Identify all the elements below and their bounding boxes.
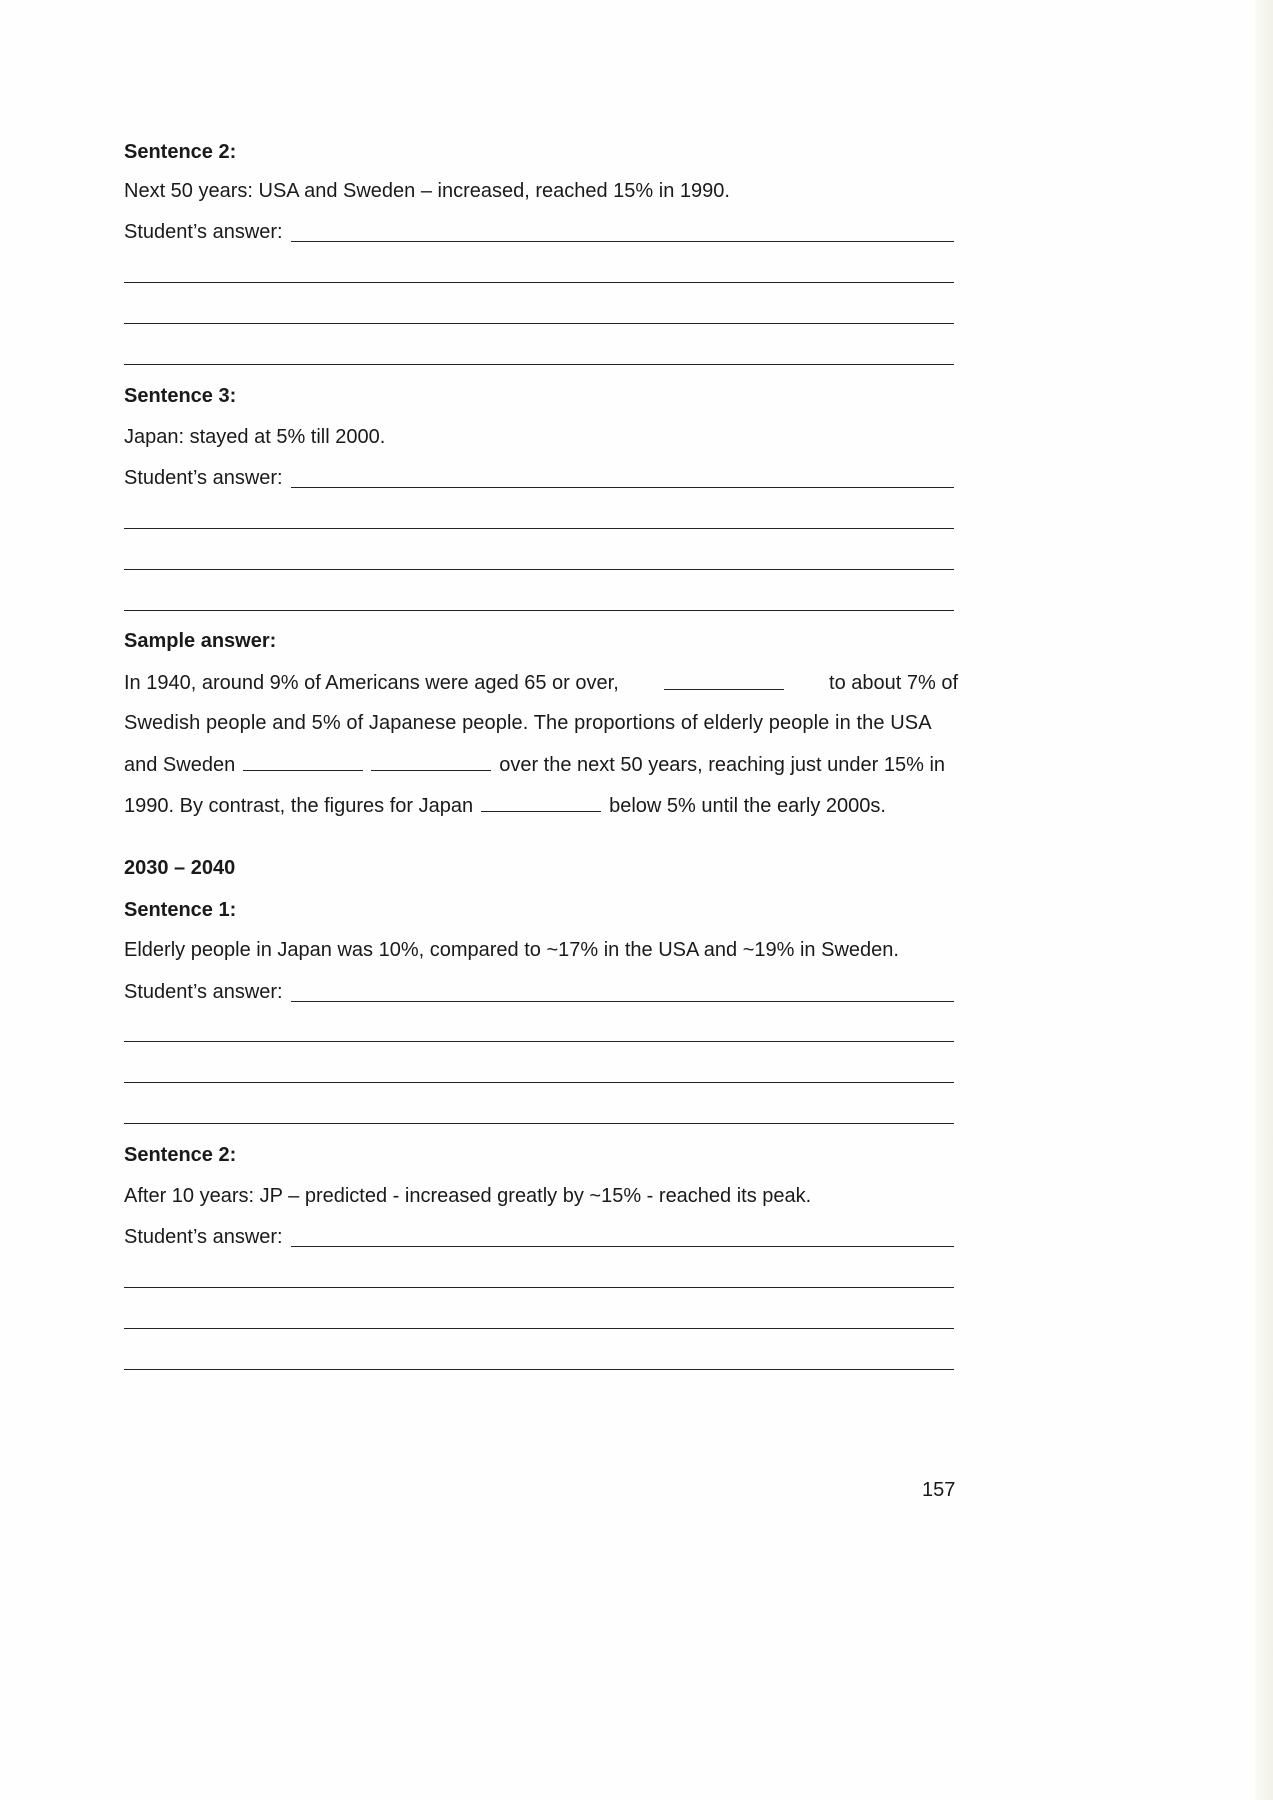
answer-label: Student’s answer: (124, 1226, 283, 1248)
sample-line-3 (124, 752, 958, 777)
heading-sentence-1: Sentence 1: (124, 899, 237, 921)
answer-label: Student’s answer: (124, 467, 283, 489)
answer-line[interactable] (124, 323, 954, 324)
answer-label: Student’s answer: (124, 221, 283, 243)
answer-line[interactable] (124, 1287, 954, 1288)
gap-blank[interactable] (371, 752, 491, 771)
answer-line[interactable] (291, 1225, 954, 1247)
prompt-sentence-3: Japan: stayed at 5% till 2000. (124, 426, 386, 448)
sample-text: 1990. By contrast, the figures for Japan (124, 795, 474, 817)
heading-sample-answer: Sample answer: (124, 630, 277, 652)
page-number: 157 (922, 1479, 956, 1501)
sample-line-2 (124, 711, 958, 735)
answer-field-sentence-2[interactable] (124, 220, 954, 244)
answer-line[interactable] (124, 528, 954, 529)
sample-gap-group (124, 752, 945, 777)
scan-edge (1255, 0, 1273, 1800)
answer-line[interactable] (124, 1123, 954, 1124)
answer-field-sentence-2b[interactable] (124, 1225, 954, 1249)
sample-text: over the next 50 years, reaching just under 15% in (499, 754, 946, 776)
answer-line[interactable] (291, 980, 954, 1002)
answer-line[interactable] (291, 220, 954, 242)
sample-text: and Sweden (124, 754, 236, 776)
prompt-sentence-1: Elderly people in Japan was 10%, compared to ~17% in the USA and ~19% in Sweden. (124, 939, 899, 961)
gap-blank[interactable] (664, 671, 784, 690)
answer-line[interactable] (124, 1082, 954, 1083)
sample-text: In 1940, around 9% of Americans were aged 65 or over, (124, 672, 619, 694)
answer-line[interactable] (124, 364, 954, 365)
sample-line-4 (124, 793, 886, 818)
gap-blank[interactable] (243, 752, 363, 771)
gap-blank[interactable] (481, 793, 601, 812)
sample-text: below 5% until the early 2000s. (609, 795, 886, 817)
sample-text: to about 7% of (829, 672, 958, 694)
answer-field-sentence-3[interactable] (124, 466, 954, 490)
sample-text: Swedish people and 5% of Japanese people. The proportions of elderly people in the USA (124, 712, 932, 734)
answer-line[interactable] (124, 1041, 954, 1042)
answer-field-sentence-1[interactable] (124, 980, 954, 1004)
answer-line[interactable] (124, 282, 954, 283)
answer-line[interactable] (124, 1369, 954, 1370)
sample-line-1 (124, 671, 958, 695)
prompt-sentence-2: Next 50 years: USA and Sweden – increased, reached 15% in 1990. (124, 180, 730, 202)
heading-sentence-2: Sentence 2: (124, 141, 237, 163)
answer-label: Student’s answer: (124, 981, 283, 1003)
answer-line[interactable] (124, 1328, 954, 1329)
heading-sentence-3: Sentence 3: (124, 385, 237, 407)
answer-line[interactable] (124, 610, 954, 611)
prompt-sentence-2b: After 10 years: JP – predicted - increased greatly by ~15% - reached its peak. (124, 1185, 812, 1207)
answer-line[interactable] (124, 569, 954, 570)
heading-sentence-2b: Sentence 2: (124, 1144, 237, 1166)
answer-line[interactable] (291, 466, 954, 488)
period-heading: 2030 – 2040 (124, 857, 236, 879)
